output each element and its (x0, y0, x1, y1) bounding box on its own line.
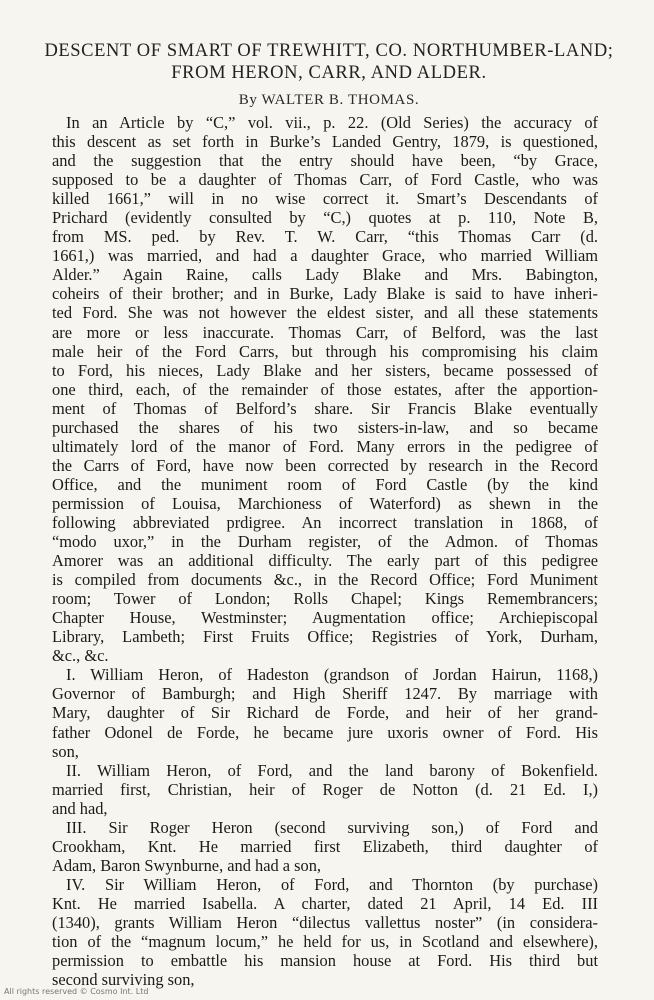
text-line: (1340), grants William Heron “dilectus vallettus noster” (in considera- (52, 912, 598, 932)
text-line: Library, Lambeth; First Fruits Office; Registries of York, Durham, (52, 627, 598, 647)
text-line: following abbreviated prdigree. An incorrect translation in 1868, of (52, 512, 598, 532)
text-line: &c., &c. (52, 646, 109, 666)
text-line: are more or less inaccurate. Thomas Carr, of Belford, was the last (52, 322, 598, 342)
text-line: Chapter House, Westminster; Augmentation office; Archiepiscopal (52, 608, 598, 628)
watermark-text: All rights reserved © Cosmo Int. Ltd (4, 987, 149, 996)
text-line: room; Tower of London; Rolls Chapel; Kings Remembrancers; (52, 589, 598, 609)
text-line: “modo uxor,” in the Durham register, of the Admon. of Thomas (52, 532, 598, 552)
text-line: purchased the shares of his two sisters-in-law, and so became (52, 417, 598, 437)
text-line: and had, (52, 798, 108, 818)
text-line: father Odonel de Forde, he became jure uxoris owner of Ford. His (52, 722, 598, 742)
text-line: 1661,) was married, and had a daughter Grace, who married William (52, 246, 598, 266)
text-line: supposed to be a daughter of Thomas Carr, of Ford Castle, who was (52, 170, 598, 190)
text-line: from MS. ped. by Rev. T. W. Carr, “this Thomas Carr (d. (52, 227, 598, 247)
text-line: Office, and the muniment room of Ford Castle (by the kind (52, 474, 598, 494)
text-line: the Carrs of Ford, have now been corrected by research in the Record (52, 455, 598, 475)
text-line: second surviving son, (52, 970, 195, 990)
text-line: Adam, Baron Swynburne, and had a son, (52, 855, 322, 875)
text-line: ted Ford. She was not however the eldest sister, and all these statements (52, 303, 598, 323)
text-line: Alder.” Again Raine, calls Lady Blake and Mrs. Babington, (52, 265, 598, 285)
text-line: male heir of the Ford Carrs, but through his compromising his claim (52, 341, 598, 361)
text-line: son, (52, 741, 79, 761)
text-line: Crookham, Knt. He married first Elizabeth, third daughter of (52, 836, 598, 856)
text-line: tion of the “magnum locum,” he held for us, in Scotland and elsewhere), (52, 932, 598, 952)
text-line: to Ford, his nieces, Lady Blake and her sisters, became possessed of (52, 360, 598, 380)
text-line: ultimately lord of the manor of Ford. Many errors in the pedigree of (52, 436, 598, 456)
text-line: coheirs of their brother; and in Burke, Lady Blake is said to have inheri- (52, 284, 598, 304)
text-line: one third, each, of the remainder of those estates, after the apportion- (52, 379, 598, 399)
text-line: In an Article by “C,” vol. vii., p. 22. (Old Series) the accuracy of (66, 113, 598, 132)
text-line: Prichard (evidently consulted by “C,) quotes at p. 110, Note B, (52, 208, 598, 228)
text-line: III. Sir Roger Heron (second surviving son,) of Ford and (66, 817, 598, 837)
text-line: IV. Sir William Heron, of Ford, and Thornton (by purchase) (66, 874, 598, 894)
text-line: Mary, daughter of Sir Richard de Forde, and heir of her grand- (52, 703, 598, 723)
text-line: permission of Louisa, Marchioness of Waterford) as shewn in the (52, 493, 598, 513)
text-line: Governor of Bamburgh; and High Sheriff 1247. By marriage with (52, 684, 598, 704)
text-line: married first, Christian, heir of Roger de Notton (d. 21 Ed. I,) (52, 779, 598, 799)
text-line: and the suggestion that the entry should have been, “by Grace, (52, 151, 598, 171)
text-line: II. William Heron, of Ford, and the land barony of Bokenfield. (66, 760, 598, 780)
text-line: Amorer was an additional difficulty. The early part of this pedigree (52, 551, 598, 571)
text-line: I. William Heron, of Hadeston (grandson of Jordan Hairun, 1168,) (66, 665, 598, 685)
article-title: DESCENT OF SMART OF TREWHITT, CO. NORTHUMBER-LAND; FROM HERON, CARR, AND ALDER. (44, 41, 614, 83)
text-line: this descent as set forth in Burke’s Landed Gentry, 1879, is questioned, (52, 132, 598, 152)
text-line: killed 1661,” will in no wise correct it. Smart’s Descendants of (52, 189, 598, 209)
article-body (52, 113, 598, 989)
author-byline: By WALTER B. THOMAS. (238, 92, 420, 108)
text-line: ment of Thomas of Belford’s share. Sir Francis Blake eventually (52, 398, 598, 418)
text-line: Knt. He married Isabella. A charter, dated 21 April, 14 Ed. III (52, 893, 598, 913)
text-line: permission to embattle his mansion house at Ford. His third but (52, 951, 598, 971)
text-line: is compiled from documents &c., in the Record Office; Ford Muniment (52, 570, 598, 590)
